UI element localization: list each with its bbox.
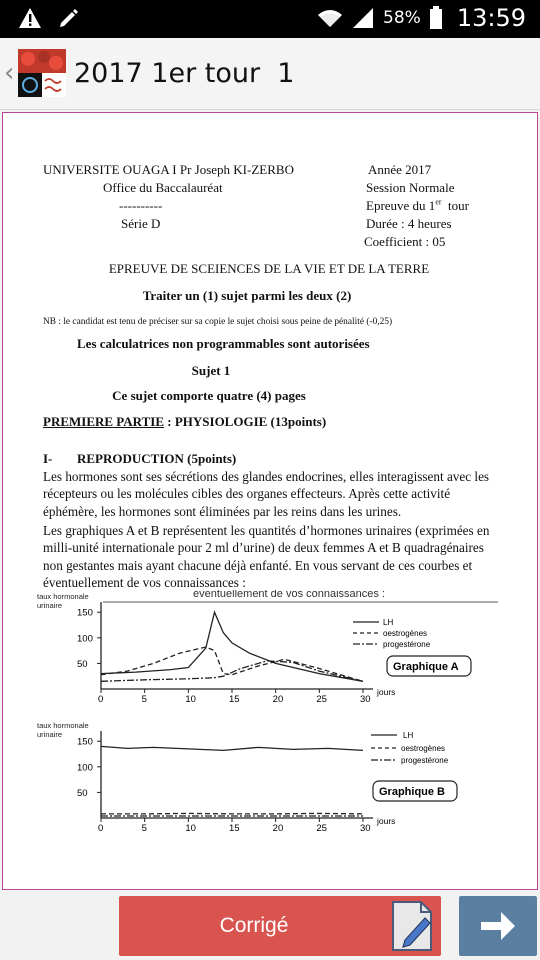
- pencil-icon: [58, 7, 80, 29]
- x-tick-label: 15: [229, 823, 240, 834]
- legend-b-oestrogens: oestrogènes: [401, 744, 446, 753]
- y-tick-label: 100: [77, 762, 93, 774]
- graph-a-label: Graphique A: [393, 661, 459, 673]
- section-title: REPRODUCTION (5points): [77, 451, 237, 466]
- graph-a-y-label-1: taux hormonale: [37, 592, 89, 601]
- part-title: PREMIERE PARTIE : PHYSIOLOGIE (13points): [43, 414, 327, 429]
- right-header-block: [366, 161, 526, 251]
- graph-a-series: [101, 612, 363, 681]
- series-line-LH: [101, 746, 363, 750]
- legend-a-progesterone: progestérone: [383, 640, 431, 649]
- paragraph-2: Les graphiques A et B représentent les quantités d’hormones urinaires (exprimées en milli-unité internationale pour 2 ml d’urine) de deux femmes A et B quadragénaires non gestantes mais ayant chacune déjà enfanté. En vous servant de ces courbes et éventuellement de vos connaissances :: [43, 523, 490, 591]
- series-line-oestrogènes: [101, 813, 363, 814]
- corrige-label: Corrigé: [219, 914, 289, 937]
- graph-b-label: Graphique B: [379, 786, 446, 798]
- bottom-bar: [0, 892, 540, 960]
- y-tick-label: 50: [77, 787, 88, 799]
- university-name: UNIVERSITE OUAGA I Pr Joseph KI-ZERBO: [43, 162, 294, 177]
- x-axis-label: jours: [377, 816, 396, 826]
- action-bar: [0, 38, 540, 110]
- x-tick-label: 15: [229, 694, 240, 705]
- exam-title: EPREUVE DE SCEIENCES DE LA VIE ET DE LA TERRE: [108, 261, 430, 276]
- graph-b-y-label-2: urinaire: [37, 730, 63, 739]
- exam-round: Epreuve du 1er tour: [366, 197, 469, 213]
- header-divider: ----------: [119, 198, 163, 213]
- battery-icon: [429, 6, 443, 30]
- x-tick-label: 20: [272, 694, 284, 705]
- x-tick-label: 30: [360, 823, 371, 834]
- exam-year: Année 2017: [368, 162, 432, 177]
- status-bar: [0, 0, 540, 38]
- instruction: Traiter un (1) sujet parmi les deux (2): [142, 288, 352, 303]
- legend-b-progesterone: progestérone: [401, 756, 449, 765]
- y-tick-label: 50: [77, 658, 88, 670]
- subject-number: Sujet 1: [191, 363, 231, 378]
- y-tick-label: 150: [77, 607, 93, 619]
- exam-coefficient: Coefficient : 05: [364, 234, 446, 249]
- app-logo[interactable]: [18, 49, 66, 97]
- x-tick-label: 25: [316, 823, 327, 834]
- y-tick-label: 100: [77, 633, 93, 645]
- page-title: 2017 1er tour 1: [74, 58, 295, 89]
- graph-b-axes: [77, 731, 395, 834]
- x-tick-label: 0: [98, 823, 104, 834]
- x-tick-label: 5: [141, 823, 147, 834]
- arrow-right-icon: [479, 909, 517, 943]
- series-line-progestérone: [101, 661, 363, 681]
- series-line-LH: [101, 612, 363, 681]
- exam-duration: Durée : 4 heures: [366, 216, 452, 231]
- back-chevron-icon[interactable]: ‹: [4, 58, 15, 88]
- section-number: I-: [43, 451, 53, 466]
- x-tick-label: 20: [272, 823, 284, 834]
- hormone-graphs: [33, 590, 513, 885]
- x-tick-label: 10: [185, 823, 196, 834]
- document-view[interactable]: [2, 112, 538, 890]
- clock: 13:59: [456, 4, 526, 32]
- nb-note: NB : le candidat est tenu de préciser sur sa copie le sujet choisi sous peine de pénalité (-0,25): [43, 317, 393, 327]
- graph-b-y-label-1: taux hormonale: [37, 721, 89, 730]
- graph-a-axes: [77, 602, 395, 705]
- next-button[interactable]: [459, 896, 537, 956]
- legend-b-lh: LH: [403, 731, 414, 740]
- y-tick-label: 150: [77, 736, 93, 748]
- series-line-oestrogènes: [101, 647, 363, 681]
- x-tick-label: 10: [185, 694, 196, 705]
- left-header-block: [43, 161, 343, 233]
- graph-a-y-label-2: urinaire: [37, 601, 63, 610]
- x-tick-label: 30: [360, 694, 371, 705]
- calculator-note: Les calculatrices non programmables sont autorisées: [77, 336, 370, 351]
- office-name: Office du Baccalauréat: [103, 180, 223, 195]
- wifi-icon: [317, 7, 343, 29]
- legend-a-lh: LH: [383, 618, 394, 627]
- warning-icon: [18, 7, 42, 29]
- x-tick-label: 0: [98, 694, 104, 705]
- x-tick-label: 25: [316, 694, 327, 705]
- legend-a-oestrogens: oestrogènes: [383, 629, 428, 638]
- signal-icon: [351, 7, 375, 29]
- series-label: Série D: [121, 216, 161, 231]
- paragraph-1: Les hormones sont ses sécrétions des glandes endocrines, elles interagissent avec les récepteurs ou les molécules cibles des organes effecteurs. Après cette activité éphémère, les hormones sont éliminées par les reins dans les urines.: [43, 469, 490, 519]
- exam-session: Session Normale: [366, 180, 455, 195]
- page-count-note: Ce sujet comporte quatre (4) pages: [112, 388, 306, 403]
- battery-percent: 58%: [383, 8, 421, 28]
- corrige-button[interactable]: [119, 896, 441, 956]
- graph-scan-cut-text: éventuellement de vos connaissances :: [193, 590, 386, 600]
- x-axis-label: jours: [377, 687, 396, 697]
- document-edit-icon: [391, 900, 435, 952]
- graph-b-series: [101, 746, 363, 816]
- x-tick-label: 5: [141, 694, 147, 705]
